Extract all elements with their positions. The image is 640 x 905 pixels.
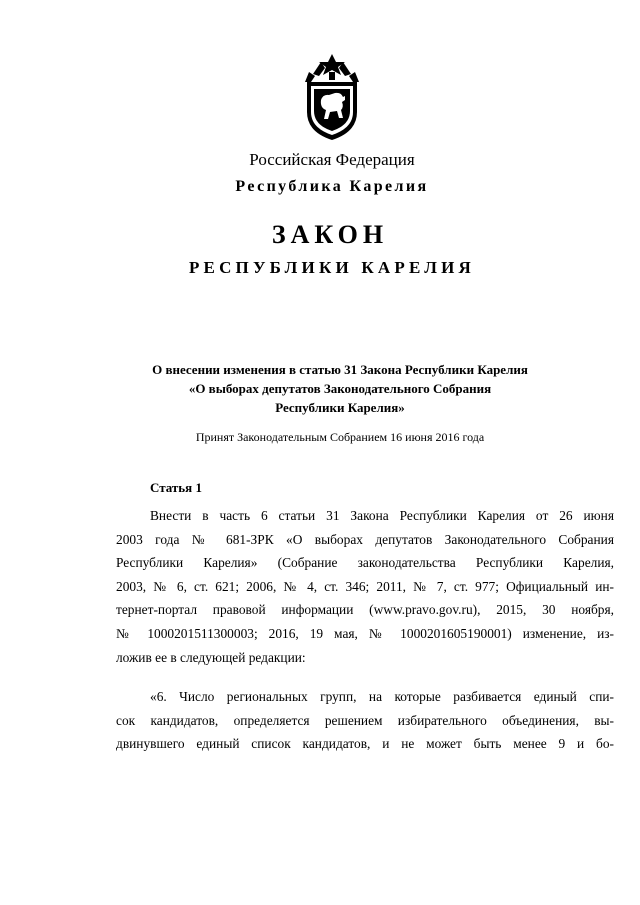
paragraph-line: тернет-портал правовой информации (www.pravo.gov.ru), 2015, 30 ноября, (116, 602, 614, 618)
law-title-line: Республики Карелия» (275, 400, 405, 415)
article-paragraph-1 (116, 504, 614, 669)
law-title-line: «О выборах депутатов Законодательного Собрания (188, 381, 492, 396)
document-type-subheading: РЕСПУБЛИКИ КАРЕЛИЯ (188, 258, 476, 277)
paragraph-line: «6. Число региональных групп, на которые разбивается единый спи- (150, 689, 614, 704)
adoption-note: Принят Законодательным Собранием 16 июня 2016 года (195, 430, 485, 444)
law-title-line: О внесении изменения в статью 31 Закона Республики Карелия (152, 362, 528, 377)
document-type-heading: ЗАКОН (271, 220, 389, 249)
law-title (20, 360, 640, 417)
article-paragraph-2 (116, 685, 614, 756)
paragraph-line: 2003 года № 681-ЗРК «О выборах депутатов Законодательного Собрания (116, 531, 614, 547)
paragraph-line: Внести в часть 6 статьи 31 Закона Республики Карелия от 26 июня (150, 508, 614, 523)
article-heading: Статья 1 (150, 480, 202, 495)
paragraph-line: двинувшего единый список кандидатов, и не может быть менее 9 и бо- (116, 736, 614, 752)
paragraph-line: № 1000201511300003; 2016, 19 мая, № 1000201605190001) изменение, из- (116, 625, 614, 641)
paragraph-line: Республики Карелия» (Собрание законодательства Республики Карелия, (116, 555, 614, 571)
paragraph-line: сок кандидатов, определяется решением избирательного объединения, вы- (116, 712, 614, 728)
federation-line: Российская Федерация (249, 150, 415, 169)
paragraph-line: ложив ее в следующей редакции: (116, 649, 306, 665)
coat-of-arms-emblem (301, 52, 363, 142)
republic-line: Республика Карелия (235, 178, 429, 195)
paragraph-line: 2003, № 6, ст. 621; 2006, № 4, ст. 346; 2011, № 7, ст. 977; Официальный ин- (116, 578, 614, 594)
